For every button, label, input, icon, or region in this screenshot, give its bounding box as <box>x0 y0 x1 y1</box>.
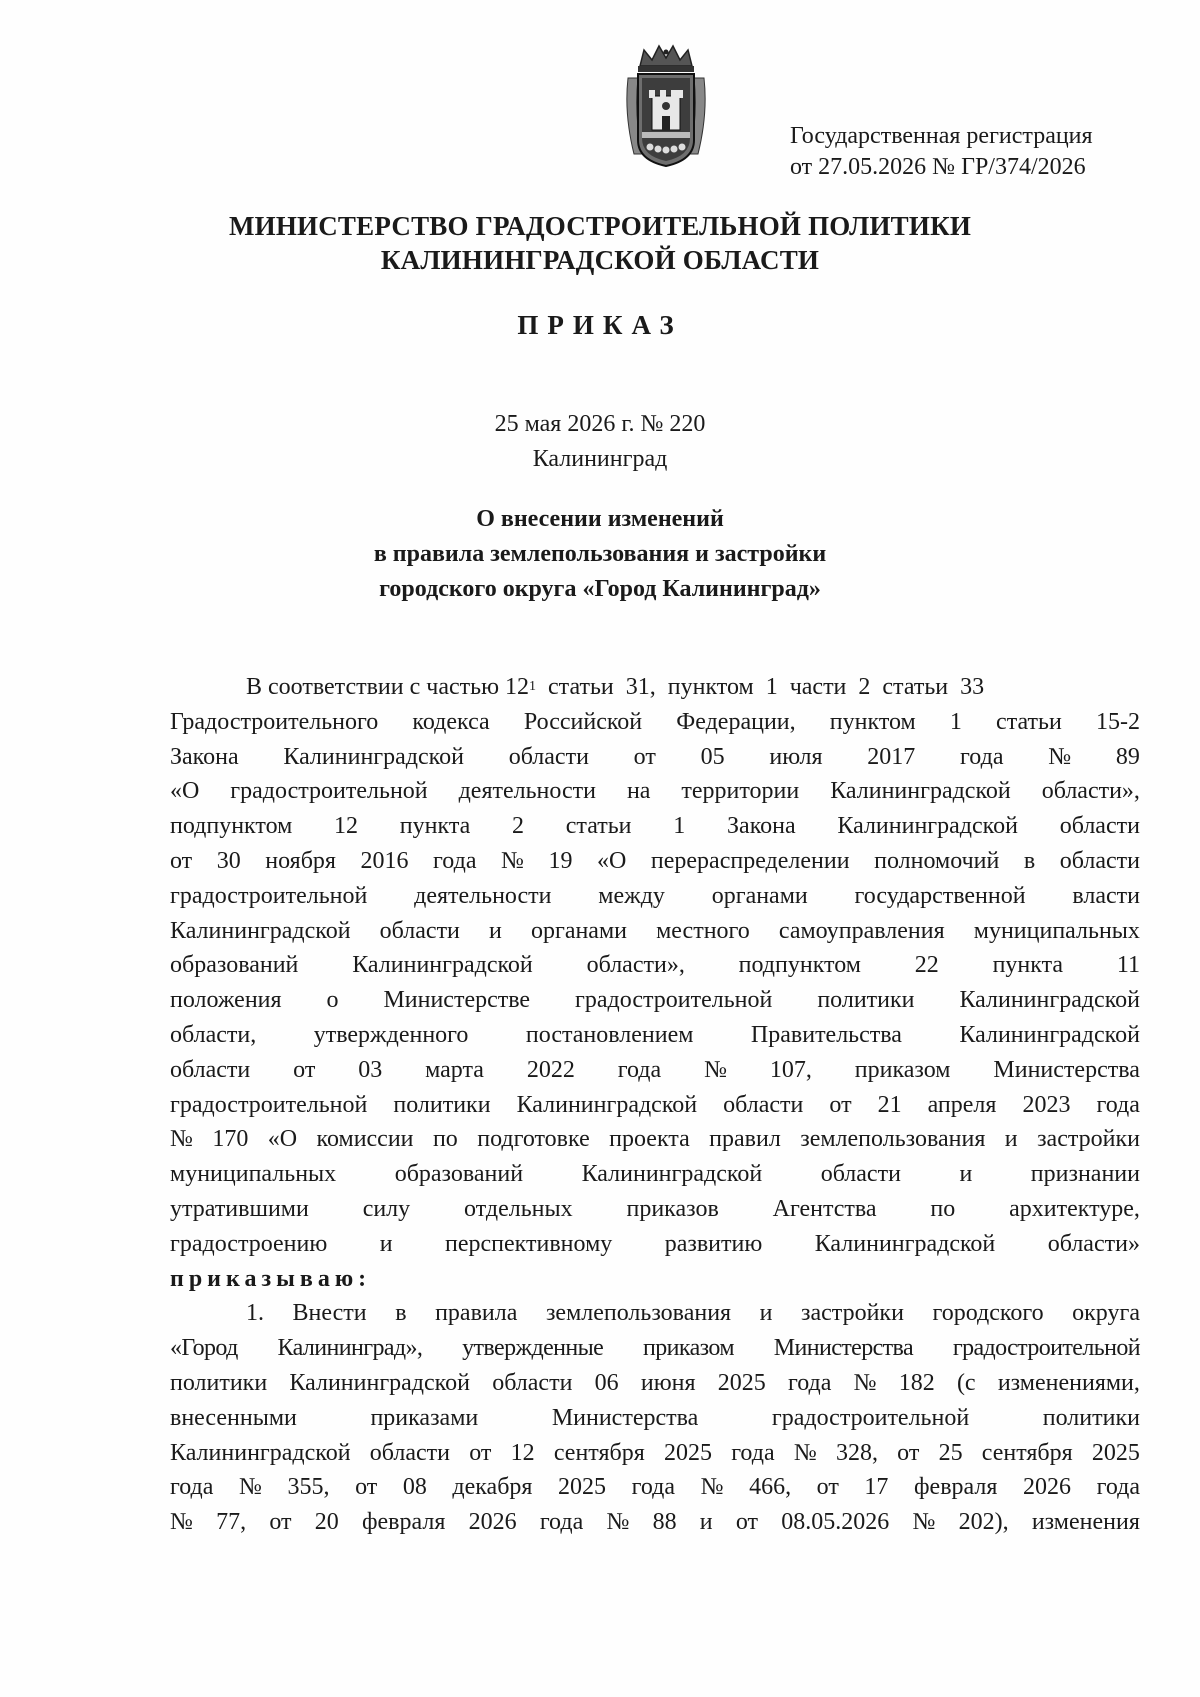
ministry-line-1: МИНИСТЕРСТВО ГРАДОСТРОИТЕЛЬНОЙ ПОЛИТИКИ <box>228 211 972 241</box>
body-word: 1 <box>949 708 962 735</box>
body-word: землепользования <box>800 1126 986 1153</box>
body-word: и <box>489 917 502 944</box>
body-word: 88 <box>652 1509 677 1536</box>
body-word: февраля <box>361 1509 446 1536</box>
body-word: области», <box>1041 778 1140 805</box>
body-word: 170 <box>212 1126 249 1153</box>
body-line <box>170 1192 1140 1227</box>
body-word: Правительства <box>750 1021 902 1048</box>
body-word: постановлением <box>525 1021 694 1048</box>
body-word: апреля <box>927 1091 997 1118</box>
order-date-number: 25 мая 2026 г. № 220 <box>494 411 706 437</box>
body-word: силу <box>362 1195 411 1222</box>
body-word: года <box>960 743 1004 770</box>
body-line <box>170 809 1140 844</box>
body-word: 05 <box>700 743 725 770</box>
body-word: о <box>326 987 339 1014</box>
body-word: политики <box>817 987 915 1014</box>
body-word: области <box>492 1369 573 1396</box>
body-word: Калининградской <box>283 743 464 770</box>
body-word: 19 <box>548 847 573 874</box>
body-word: февраля <box>914 1474 998 1501</box>
body-word: года <box>631 1474 676 1501</box>
body-word: 2023 <box>1022 1091 1071 1118</box>
body-word: года <box>787 1369 832 1396</box>
body-word: градостроительной <box>170 1091 368 1118</box>
body-word: области <box>820 1161 901 1188</box>
body-word: № <box>853 1369 877 1396</box>
body-line <box>170 1366 1140 1401</box>
body-line <box>170 1470 1140 1505</box>
body-word: № <box>606 1509 630 1536</box>
body-word: на <box>626 778 651 805</box>
body-word: статьи <box>996 708 1062 735</box>
body-word: положения <box>170 987 282 1014</box>
body-word: пункта <box>399 813 471 840</box>
body-word: градостроительной <box>230 778 428 805</box>
body-word: отдельных <box>464 1195 573 1222</box>
body-word: проекта <box>609 1126 690 1153</box>
body-word: «О <box>170 778 200 805</box>
body-line <box>170 1296 1140 1331</box>
body-word: № <box>912 1509 936 1536</box>
body-word: подпунктом <box>170 813 293 840</box>
body-word: декабря <box>452 1474 533 1501</box>
body-word: «О <box>597 847 627 874</box>
prikazyvayu-word: приказываю: <box>170 1265 372 1292</box>
body-word: деятельности <box>414 882 552 909</box>
body-line <box>170 1088 1140 1123</box>
body-word: Калининградской <box>830 778 1011 805</box>
body-line <box>170 1401 1140 1436</box>
body-line <box>170 983 1140 1018</box>
body-word: от <box>269 1509 292 1536</box>
body-line <box>170 1505 1140 1540</box>
body-word: области <box>170 1056 251 1083</box>
body-word: муниципальных <box>170 1161 337 1188</box>
body-word: 107, <box>769 1056 812 1083</box>
body-word: 182 <box>898 1369 935 1396</box>
body-word: от <box>355 1474 378 1501</box>
body-word: изменения <box>1031 1509 1140 1536</box>
body-word: 89 <box>1115 743 1140 770</box>
body-word: органами <box>711 882 808 909</box>
body-word: области», <box>586 952 685 979</box>
body-word: государственной <box>854 882 1026 909</box>
body-word: 2017 <box>867 743 916 770</box>
body-word: № <box>700 1474 724 1501</box>
body-word: градостроительной <box>575 987 773 1014</box>
body-word: 12 <box>510 1439 535 1466</box>
body-line <box>170 670 1140 705</box>
body-word: в <box>395 1300 407 1327</box>
body-word: сентября <box>553 1439 645 1466</box>
body-word: от <box>816 1474 839 1501</box>
body-word: правила <box>435 1300 518 1327</box>
body-word: Калининградской <box>837 813 1018 840</box>
body-word: самоуправления <box>778 917 945 944</box>
body-word: № <box>170 1126 193 1153</box>
body-word: образований <box>394 1161 524 1188</box>
body-word: 12 <box>334 813 359 840</box>
body-word: признании <box>1030 1161 1140 1188</box>
body-word: Калининградской <box>516 1091 698 1118</box>
title-line-2: в правила землепользования и застройки <box>373 541 827 567</box>
body-word: градостроению <box>170 1230 328 1257</box>
body-word: от <box>735 1509 759 1536</box>
body-text: В соответствии с частью 12 <box>246 674 530 700</box>
body-word: и <box>1004 1126 1018 1153</box>
body-word: июля <box>769 743 823 770</box>
document-title <box>0 502 1200 607</box>
body-word: Министерства <box>551 1404 699 1431</box>
body-word: градостроительной <box>952 1335 1140 1362</box>
body-word: Калининградской <box>959 987 1140 1014</box>
body-word: области <box>723 1091 804 1118</box>
body-word: 17 <box>864 1474 889 1501</box>
body-word: и <box>699 1509 713 1536</box>
body-word: от <box>897 1439 920 1466</box>
body-word: приказами <box>370 1404 479 1431</box>
body-word: территории <box>681 778 800 805</box>
body-word: года <box>1096 1474 1140 1501</box>
body-word: области <box>508 743 589 770</box>
body-line <box>170 1262 1140 1297</box>
body-word: (с <box>956 1369 976 1396</box>
body-word: Калининградской <box>814 1230 996 1257</box>
body-word: года <box>433 847 477 874</box>
body-word: статьи <box>565 813 632 840</box>
body-word: пунктом <box>829 708 916 735</box>
document-body <box>170 670 1140 1540</box>
body-word: года <box>170 1474 214 1501</box>
body-word: июня <box>640 1369 696 1396</box>
body-word: 03 <box>358 1056 383 1083</box>
body-word: 30 <box>216 847 241 874</box>
body-word: градостроительной <box>170 882 368 909</box>
body-word: области <box>1059 847 1140 874</box>
body-line <box>170 914 1140 949</box>
body-word: 25 <box>938 1439 963 1466</box>
body-word: правил <box>709 1126 781 1153</box>
document-type: ПРИКАЗ <box>517 310 683 340</box>
body-word: 2025 <box>1091 1439 1140 1466</box>
body-word: 2025 <box>663 1439 712 1466</box>
body-word: Калининградской <box>289 1369 470 1396</box>
body-word: политики <box>393 1091 491 1118</box>
body-line <box>170 844 1140 879</box>
body-word: перераспределении <box>650 847 850 874</box>
body-line <box>170 1436 1140 1471</box>
body-line <box>170 1122 1140 1157</box>
body-word: 202), <box>958 1509 1009 1536</box>
body-word: области, <box>170 1021 257 1048</box>
body-word: 77, <box>216 1509 247 1536</box>
body-word: 2026 <box>468 1509 517 1536</box>
body-word: перспективному <box>445 1230 613 1257</box>
body-word: внесенными <box>170 1404 297 1431</box>
body-word: пункта <box>992 952 1064 979</box>
body-word: от <box>633 743 656 770</box>
body-word: 2016 <box>360 847 409 874</box>
body-word: года <box>1096 1091 1140 1118</box>
body-word: 466, <box>749 1474 792 1501</box>
body-word: по <box>432 1126 458 1153</box>
coat-of-arms-icon <box>620 44 712 170</box>
body-word: года <box>731 1439 775 1466</box>
ministry-line-2: КАЛИНИНГРАДСКОЙ ОБЛАСТИ <box>380 245 820 275</box>
body-word: 15-2 <box>1095 708 1140 735</box>
body-word: «Город <box>170 1335 238 1362</box>
body-line <box>170 1157 1140 1192</box>
body-word: утратившими <box>170 1195 309 1222</box>
body-word: ноября <box>265 847 336 874</box>
registration-line: Государственная регистрация <box>790 123 1093 149</box>
body-word: городского <box>932 1300 1044 1327</box>
body-line <box>170 879 1140 914</box>
body-word: развитию <box>664 1230 763 1257</box>
body-word: сентября <box>981 1439 1073 1466</box>
body-word: от <box>293 1056 316 1083</box>
body-word: 2025 <box>558 1474 607 1501</box>
body-word: Калининградской <box>581 1161 763 1188</box>
body-word: по <box>930 1195 956 1222</box>
body-word: Российской <box>523 708 643 735</box>
body-word: Агентства <box>772 1195 877 1222</box>
body-word: 08 <box>402 1474 427 1501</box>
body-word: области <box>369 1439 451 1466</box>
body-word: области <box>379 917 460 944</box>
body-word: Калининградской <box>170 917 351 944</box>
body-word: политики <box>1042 1404 1140 1431</box>
title-line-1: О внесении изменений <box>476 506 724 532</box>
body-word: года <box>539 1509 584 1536</box>
body-word: 20 <box>314 1509 339 1536</box>
body-line <box>170 1331 1140 1366</box>
body-line <box>170 948 1140 983</box>
body-word: приказом <box>854 1056 951 1083</box>
body-word: 2026 <box>1023 1474 1071 1501</box>
body-word: 1 <box>673 813 686 840</box>
body-line <box>170 705 1140 740</box>
body-word: землепользования <box>545 1300 732 1327</box>
body-word: приказом <box>643 1335 734 1362</box>
body-word: 06 <box>594 1369 619 1396</box>
body-word: № <box>239 1474 262 1501</box>
date-place-block <box>0 407 1200 477</box>
ministry-heading <box>0 209 1200 277</box>
body-word: приказов <box>626 1195 719 1222</box>
body-line <box>170 740 1140 775</box>
body-word: и <box>379 1230 393 1257</box>
title-line-3: городского округа «Город Калининград» <box>379 576 821 602</box>
body-word: области <box>1059 813 1140 840</box>
body-word: Калининградской <box>352 952 533 979</box>
body-word: изменениями, <box>997 1369 1140 1396</box>
body-word: 328, <box>835 1439 878 1466</box>
body-word: муниципальных <box>973 917 1140 944</box>
body-word: года <box>617 1056 662 1083</box>
body-word: № <box>704 1056 727 1083</box>
body-word: марта <box>425 1056 484 1083</box>
body-line <box>170 1227 1140 1262</box>
body-word: политики <box>170 1369 268 1396</box>
body-word: округа <box>1072 1300 1140 1327</box>
order-place: Калининград <box>532 446 668 472</box>
body-word: подпунктом <box>738 952 861 979</box>
body-word: 22 <box>914 952 939 979</box>
body-word: кодекса <box>412 708 490 735</box>
body-word: комиссии <box>316 1126 414 1153</box>
body-word: утвержденные <box>462 1335 604 1362</box>
body-word: 08.05.2026 <box>781 1509 890 1536</box>
body-word: застройки <box>801 1300 904 1327</box>
body-word: Калининград», <box>277 1335 423 1362</box>
body-word: Министерства <box>993 1056 1140 1083</box>
body-word: № <box>793 1439 817 1466</box>
body-word: застройки <box>1037 1126 1140 1153</box>
body-word: и <box>959 1161 973 1188</box>
body-word: 355, <box>287 1474 330 1501</box>
body-word: между <box>598 882 665 909</box>
body-word: «О <box>267 1126 298 1153</box>
body-word: 1. <box>246 1300 264 1327</box>
body-word: 2025 <box>717 1369 766 1396</box>
body-word: Закона <box>170 743 239 770</box>
body-word: Калининградской <box>170 1439 351 1466</box>
body-word: Калининградской <box>959 1021 1140 1048</box>
body-word: Внести <box>292 1300 367 1327</box>
body-word: № <box>501 847 524 874</box>
body-word: органами <box>530 917 627 944</box>
body-word: 2022 <box>526 1056 575 1083</box>
body-word: градостроительной <box>771 1404 970 1431</box>
body-word: в <box>1023 847 1036 874</box>
body-word: местного <box>656 917 750 944</box>
registration-block <box>790 121 1170 183</box>
body-word: деятельности <box>458 778 596 805</box>
body-word: Министерства <box>773 1335 914 1362</box>
body-word: Градостроительного <box>170 708 379 735</box>
body-word: № <box>170 1509 193 1536</box>
body-word: Закона <box>727 813 796 840</box>
body-text: статьи 31, пунктом 1 части 2 статьи 33 <box>536 674 985 700</box>
superscript: 1 <box>529 679 537 694</box>
body-word: области» <box>1047 1230 1140 1257</box>
body-word: утвержденного <box>313 1021 469 1048</box>
body-word: 11 <box>1116 952 1140 979</box>
body-word: Федерации, <box>676 708 796 735</box>
body-word: № <box>1048 743 1072 770</box>
body-word: 2 <box>512 813 525 840</box>
body-line <box>170 1053 1140 1088</box>
body-word: от <box>170 847 193 874</box>
body-word: власти <box>1072 882 1140 909</box>
body-line <box>170 1018 1140 1053</box>
body-word: от <box>469 1439 492 1466</box>
body-word: от <box>829 1091 852 1118</box>
body-word: полномочий <box>874 847 1000 874</box>
body-word: архитектуре, <box>1009 1195 1140 1222</box>
body-word: и <box>759 1300 773 1327</box>
body-word: подготовке <box>477 1126 590 1153</box>
body-word: 21 <box>877 1091 902 1118</box>
body-word: образований <box>170 952 299 979</box>
registration-number: от 27.05.2026 № ГР/374/2026 <box>790 154 1086 180</box>
body-word: Министерстве <box>383 987 531 1014</box>
body-line <box>170 774 1140 809</box>
